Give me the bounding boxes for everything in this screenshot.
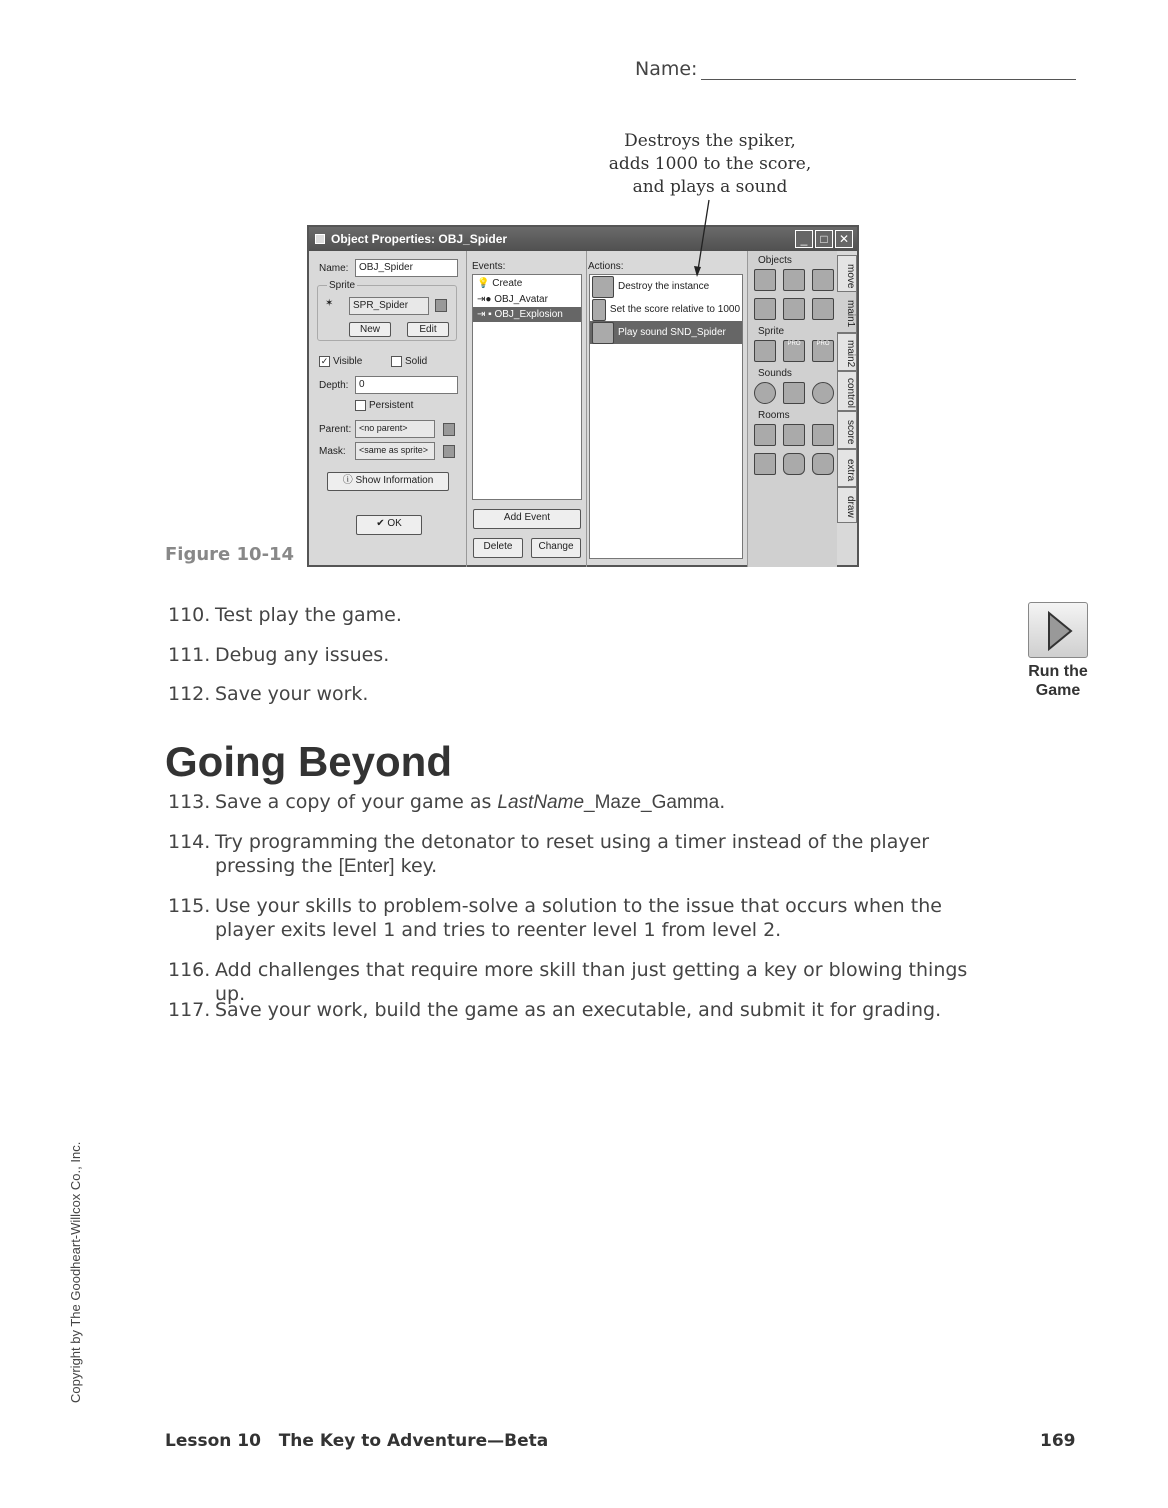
change-sprite-icon[interactable] xyxy=(754,340,776,362)
run-game-label: Run the Game xyxy=(1028,663,1088,699)
step-number: 111. xyxy=(168,644,211,666)
step-113 xyxy=(168,790,998,815)
mask-select[interactable]: <same as sprite> xyxy=(355,442,435,460)
step-text: . xyxy=(719,791,726,813)
persistent-label: Persistent xyxy=(369,400,414,412)
event-label: OBJ_Explosion xyxy=(494,309,563,320)
different-room-icon[interactable] xyxy=(754,453,776,475)
spider-icon: ✶ xyxy=(325,298,334,309)
tab-main2[interactable]: main2 xyxy=(837,333,857,371)
step-number: 114. xyxy=(168,831,211,853)
step-number: 110. xyxy=(168,604,211,626)
mask-label: Mask: xyxy=(319,446,346,457)
copyright-notice: Copyright by The Goodheart-Willcox Co., Inc. xyxy=(68,1141,83,1403)
page-number: 169 xyxy=(1040,1431,1076,1451)
ok-button[interactable] xyxy=(356,515,422,535)
minimize-button[interactable]: _ xyxy=(795,230,813,248)
footer-lesson-title: Lesson 10 The Key to Adventure—Beta xyxy=(165,1431,549,1451)
callout-line: and plays a sound xyxy=(632,177,788,197)
transform-sprite-icon[interactable] xyxy=(783,340,805,362)
figure-label: Figure 10-14 xyxy=(165,544,295,565)
check-next-room-icon[interactable] xyxy=(812,453,834,475)
show-information-button[interactable] xyxy=(327,472,449,491)
name-input[interactable]: OBJ_Spider xyxy=(355,259,458,277)
change-event-button[interactable]: Change xyxy=(531,538,581,558)
actions-label: Actions: xyxy=(588,261,624,272)
sprite-section-label: Sprite xyxy=(758,326,785,337)
depth-input[interactable]: 0 xyxy=(355,376,458,394)
sprite-group-label: Sprite xyxy=(329,280,356,291)
event-label: Create xyxy=(492,278,523,289)
solid-checkbox[interactable] xyxy=(391,356,427,367)
check-sound-icon[interactable] xyxy=(812,382,834,404)
edit-sprite-button[interactable]: Edit xyxy=(407,322,449,337)
step-114 xyxy=(168,830,998,879)
tab-extra[interactable]: extra xyxy=(837,449,857,487)
action-label: Play sound SND_Spider xyxy=(618,327,726,338)
restart-room-icon[interactable] xyxy=(812,424,834,446)
add-event-button[interactable]: Add Event xyxy=(473,509,581,529)
action-item[interactable] xyxy=(590,321,742,344)
sound-icon xyxy=(592,322,614,344)
pro-badge: PRO xyxy=(816,341,830,347)
step-110 xyxy=(168,603,998,627)
callout-line: adds 1000 to the score, xyxy=(608,154,812,174)
mask-menu-icon[interactable] xyxy=(443,445,455,458)
step-text: Save your work, build the game as an executable, and submit it for grading. xyxy=(215,999,942,1021)
action-label: Set the score relative to 1000 xyxy=(609,304,740,315)
run-game-button[interactable] xyxy=(1028,602,1088,658)
parent-label: Parent: xyxy=(319,424,352,435)
objects-section-label: Objects xyxy=(758,255,792,266)
sprite-select[interactable]: SPR_Spider xyxy=(349,297,429,315)
action-item[interactable] xyxy=(590,298,742,321)
filename-suffix: _Maze_Gamma xyxy=(584,792,720,813)
play-icon xyxy=(1029,603,1089,659)
pro-badge: PRO xyxy=(787,341,801,347)
events-list[interactable] xyxy=(472,274,582,500)
visible-label: Visible xyxy=(333,356,363,368)
step-number: 112. xyxy=(168,683,211,705)
tab-move[interactable]: move xyxy=(837,255,857,293)
previous-room-icon[interactable] xyxy=(754,424,776,446)
step-text: Add challenges that require more skill than just getting a key or blowing things up. xyxy=(215,959,968,1005)
lightbulb-icon: 💡 xyxy=(477,278,490,289)
step-number: 113. xyxy=(168,791,211,813)
tab-score[interactable]: score xyxy=(837,411,857,449)
new-sprite-button[interactable]: New xyxy=(349,322,391,337)
tab-main1[interactable]: main1 xyxy=(837,291,857,333)
action-label: Destroy the instance xyxy=(618,281,710,292)
check-previous-room-icon[interactable] xyxy=(783,453,805,475)
persistent-checkbox[interactable] xyxy=(355,400,413,411)
rooms-section-label: Rooms xyxy=(758,410,790,421)
event-item-collision-explosion[interactable] xyxy=(473,307,581,322)
name-label: Name: xyxy=(319,263,349,274)
score-icon xyxy=(592,299,606,321)
callout-line: Destroys the spiker, xyxy=(624,131,796,151)
step-number: 115. xyxy=(168,895,211,917)
actions-list[interactable] xyxy=(589,274,743,559)
parent-menu-icon[interactable] xyxy=(443,423,455,436)
delete-event-button[interactable]: Delete xyxy=(473,538,523,558)
step-text: Test play the game. xyxy=(215,604,402,626)
stop-sound-icon[interactable] xyxy=(783,382,805,404)
step-text: key. xyxy=(394,855,438,877)
step-111 xyxy=(168,643,998,667)
filename-italic: LastName xyxy=(497,792,585,813)
visible-checkbox[interactable]: ✓ Visible xyxy=(320,356,363,368)
step-117 xyxy=(168,998,998,1022)
step-115 xyxy=(168,894,998,942)
sounds-section-label: Sounds xyxy=(758,368,792,379)
show-information-label: Show Information xyxy=(355,475,434,486)
destroy-at-position-icon[interactable] xyxy=(812,298,834,320)
solid-label: Solid xyxy=(405,356,428,368)
collision-icon: ⇥● xyxy=(477,294,492,305)
events-label: Events: xyxy=(472,261,506,272)
window-title: Object Properties: OBJ_Spider xyxy=(331,232,508,246)
step-112 xyxy=(168,682,998,706)
callout-arrow xyxy=(0,0,1168,300)
play-sound-icon[interactable] xyxy=(754,382,776,404)
parent-select[interactable]: <no parent> xyxy=(355,420,435,438)
close-button[interactable]: ✕ xyxy=(835,230,853,248)
name-label: Name: xyxy=(635,58,698,80)
step-number: 116. xyxy=(168,959,211,981)
checkmark-icon: ✔ xyxy=(376,518,388,529)
color-sprite-icon[interactable] xyxy=(812,340,834,362)
step-text: Debug any issues. xyxy=(215,644,390,666)
key-name: [Enter] xyxy=(338,856,395,877)
destroy-instance-icon[interactable] xyxy=(783,298,805,320)
section-heading: Going Beyond xyxy=(165,738,452,785)
info-icon: ⓘ xyxy=(342,475,356,486)
sprite-menu-icon[interactable] xyxy=(435,299,447,312)
step-text: Try programming the detonator to reset using a timer instead of the player pressing the xyxy=(215,831,930,877)
step-text: Use your skills to problem-solve a solution to the issue that occurs when the player exits level 1 and tries to reenter level 1 from level 2. xyxy=(215,895,942,941)
step-text: Save your work. xyxy=(215,683,369,705)
next-room-icon[interactable] xyxy=(783,424,805,446)
ok-label: OK xyxy=(387,518,402,529)
collision-icon: ⇥ ▪ xyxy=(477,309,492,320)
maximize-button[interactable]: □ xyxy=(815,230,833,248)
tab-control[interactable]: control xyxy=(837,371,857,411)
event-label: OBJ_Avatar xyxy=(494,294,548,305)
tab-draw[interactable]: draw xyxy=(837,487,857,523)
step-number: 117. xyxy=(168,999,211,1021)
step-text: Save a copy of your game as xyxy=(215,791,498,813)
depth-label: Depth: xyxy=(319,380,349,391)
change-instance-icon[interactable] xyxy=(754,298,776,320)
